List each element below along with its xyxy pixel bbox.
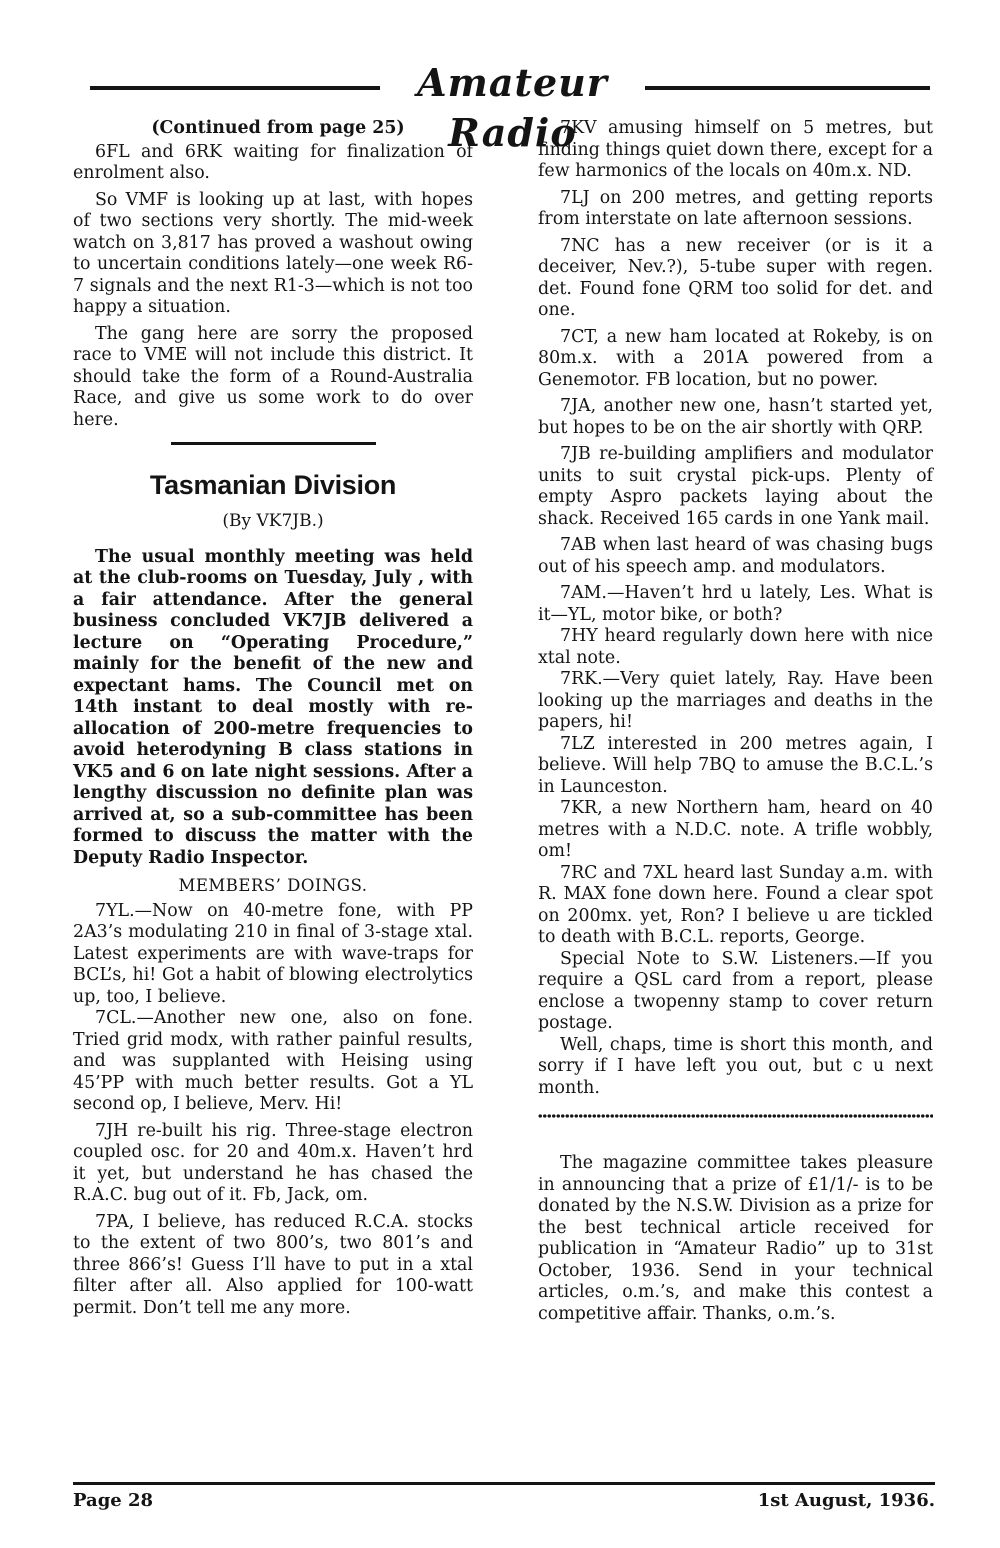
paragraph: 6FL and 6RK waiting for finalization of enrolment also. xyxy=(73,141,473,183)
member-note: 7RK.—Very quiet lately, Ray. Have been looking up the marriages and deaths in the papers, hi! xyxy=(538,669,933,732)
page-number: Page 28 xyxy=(73,1490,154,1511)
member-note: 7YL.—Now on 40-metre fone, with PP 2A3’s modulating 210 in final of 3-stage xtal. Latest experiments are with wave-traps for BCL’s, hi! Got a habit of blowing electrolytics up, too, I believe. xyxy=(73,900,473,1007)
section-title: Tasmanian Division xyxy=(149,470,397,500)
listener-notice: Special Note to S.W. Listeners.—If you require a QSL card from a report, please enclose a twopenny stamp to cover return postage. xyxy=(538,948,933,1033)
member-note: 7JB re-building amplifiers and modulator units to suit crystal pick-ups. Plenty of empty Aspro packets laying about the shack. Received 165 cards in one Yank mail. xyxy=(538,444,933,529)
prize-notice: The magazine committee takes pleasure in announcing that a prize of £1/1/- is to be donated by the N.S.W. Division as a prize for the best technical article received for publication in “Amateur Radio” up to 31st October, 1936. Send in your technical articles, o.m.’s, and make this contest a competitive affair. Thanks, o.m.’s. xyxy=(538,1153,933,1324)
member-note: 7NC has a new receiver (or is it a deceiver, Nev.?), 5-tube super with regen. det. Found fone QRM too solid for det. and one. xyxy=(538,235,933,320)
member-note: 7LJ on 200 metres, and getting reports from interstate on late afternoon sessions. xyxy=(538,187,933,229)
masthead-title: Amateur Radio xyxy=(417,60,608,155)
footer-rule xyxy=(73,1482,935,1485)
masthead-rule-right xyxy=(645,86,930,90)
meeting-report: The usual monthly meeting was held at the club-rooms on Tuesday, July , with a fair attendance. After the general business concluded VK7JB delivered a lecture on “Operating Procedure,” mainly for the benefit of the new and expectant hams. The Council met on 14th instant to deal mostly with re-allocation of 200-metre frequencies to avoid heterodyning B class stations in VK5 and 6 on late night sessions. After a lengthy discussion no definite plan was arrived at, so a sub-committee has been formed to discuss the matter with the Deputy Radio Inspector. xyxy=(73,546,473,868)
dotted-divider xyxy=(538,1113,933,1119)
member-note: 7LZ interested in 200 metres again, I believe. Will help 7BQ to amuse the B.C.L.’s in Launceston. xyxy=(538,733,933,797)
section-divider xyxy=(171,442,376,445)
left-column xyxy=(73,118,473,1324)
masthead-rule-left xyxy=(90,86,380,90)
right-column xyxy=(538,118,933,1330)
member-note: 7KV amusing himself on 5 metres, but finding things quiet down there, except for a few harmonics of the locals on 40m.x. ND. xyxy=(538,118,933,181)
paragraph: So VMF is looking up at last, with hopes of two sections very shortly. The mid-week watch on 3,817 has proved a washout owing to uncertain conditions lately—one week R6-7 signals and the next R1-3—which is not too happy a situation. xyxy=(73,189,473,317)
member-note: 7HY heard regularly down here with nice xtal note. xyxy=(538,626,933,668)
paragraph: The gang here are sorry the proposed race to VME will not include this district. It should take the form of a Round-Australia Race, and give us some work to do over here. xyxy=(73,323,473,430)
member-note: 7RC and 7XL heard last Sunday a.m. with R. MAX fone down here. Found a clear spot on 200mx. yet, Ron? I believe u are tickled to death with B.C.L. reports, George. xyxy=(538,862,933,947)
member-note: 7JA, another new one, hasn’t started yet, but hopes to be on the air shortly with QRP. xyxy=(538,396,933,438)
member-note: 7CL.—Another new one, also on fone. Tried grid modx, with rather painful results, and was supplanted with Heising using 45’PP with much better results. Got a YL second op, I believe, Merv. Hi! xyxy=(73,1008,473,1114)
member-note: 7PA, I believe, has reduced R.C.A. stocks to the extent of two 800’s, two 801’s and three 866’s! Guess I’ll have to put in a xtal filter after all. Also applied for 100-watt permit. Don’t tell me any more. xyxy=(73,1211,473,1318)
byline: (By VK7JB.) xyxy=(222,511,324,531)
member-note: 7AB when last heard of was chasing bugs out of his speech amp. and modulators. xyxy=(538,535,933,577)
closing-note: Well, chaps, time is short this month, and sorry if I have left you out, but c u next month. xyxy=(538,1034,933,1098)
member-note: 7CT, a new ham located at Rokeby, is on 80m.x. with a 201A powered from a Genemotor. FB location, but no power. xyxy=(538,326,933,390)
member-note: 7JH re-built his rig. Three-stage electron coupled osc. for 20 and 40m.x. Haven’t hrd it yet, but understand he has chased the R.A.C. bug out of it. Fb, Jack, om. xyxy=(73,1120,473,1205)
member-note: 7KR, a new Northern ham, heard on 40 metres with a N.D.C. note. A trifle wobbly, om! xyxy=(538,798,933,861)
member-note: 7AM.—Haven’t hrd u lately, Les. What is it—YL, motor bike, or both? xyxy=(538,583,933,625)
issue-date: 1st August, 1936. xyxy=(757,1490,935,1511)
members-heading: MEMBERS’ DOINGS. xyxy=(178,876,368,895)
continued-note: (Continued from page 25) xyxy=(151,118,405,138)
